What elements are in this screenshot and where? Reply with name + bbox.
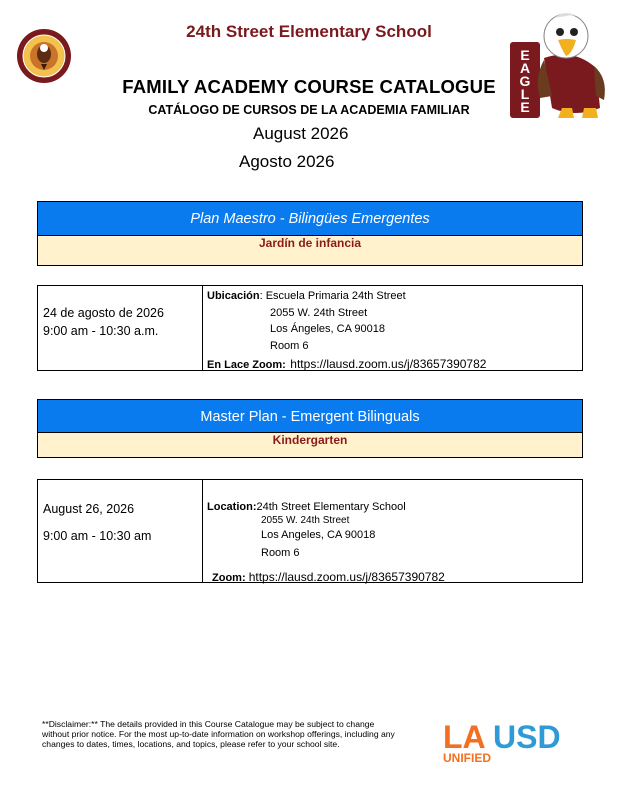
month-spanish: Agosto 2026 xyxy=(239,152,335,171)
spanish-session-time: 9:00 am - 10:30 a.m. xyxy=(43,324,159,338)
english-program-heading: Master Plan - Emergent Bilinguals xyxy=(38,400,582,432)
english-zoom-link[interactable]: https://lausd.zoom.us/j/83657390782 xyxy=(248,570,445,584)
spanish-program-banner xyxy=(37,201,583,266)
english-zoom-label: Zoom xyxy=(212,572,242,584)
english-grade-label: Kindergarten xyxy=(38,432,582,457)
svg-text:L: L xyxy=(520,86,530,102)
svg-text:LA: LA xyxy=(443,719,486,755)
spanish-location-label: Ubicación xyxy=(207,290,260,302)
spanish-room: Room 6 xyxy=(270,340,309,352)
spanish-zoom-link[interactable]: https://lausd.zoom.us/j/83657390782 xyxy=(290,357,487,371)
english-address-line1: 2055 W. 24th Street xyxy=(261,515,350,526)
spanish-address-line1: 2055 W. 24th Street xyxy=(270,307,368,319)
spanish-zoom-label: En Lace Zoom: xyxy=(207,359,286,371)
english-room: Room 6 xyxy=(261,547,300,559)
disclaimer-text: **Disclaimer:** The details provided in this Course Catalogue may be subject to change without prior notice. For the most up-to-date information on workshop offerings, including any changes to dates, times, locations, and topics, please refer to your school site. xyxy=(42,719,395,750)
english-location-label: Location: xyxy=(207,501,257,513)
school-name: 24th Street Elementary School xyxy=(186,22,432,41)
svg-text:A: A xyxy=(519,60,531,76)
english-address-line2: Los Angeles, CA 90018 xyxy=(261,529,376,541)
lausd-logo xyxy=(443,718,583,766)
svg-text:E: E xyxy=(520,99,530,115)
english-session-time: 9:00 am - 10:30 am xyxy=(43,529,152,543)
spanish-session-details: 24 de agosto de 2026 9:00 am - 10:30 a.m. Ubicación: Escuela Primaria 24th Street 2055 W. 24th Street Los Ángeles, CA 90018 Room 6 En Lace Zoom: https://lausd.zoom.us/j/83657390782 xyxy=(37,285,583,371)
svg-text:USD: USD xyxy=(493,719,561,755)
spanish-session-date: 24 de agosto de 2026 xyxy=(43,306,164,320)
svg-text:E: E xyxy=(520,47,530,63)
english-session-details: August 26, 2026 9:00 am - 10:30 am Location:24th Street Elementary School 2055 W. 24th Street Los Angeles, CA 90018 Room 6 Zoom: https://lausd.zoom.us/j/83657390782 xyxy=(37,479,583,583)
spanish-location-name: Escuela Primaria 24th Street xyxy=(265,290,406,302)
english-session-date: August 26, 2026 xyxy=(43,502,135,516)
spanish-address-line2: Los Ángeles, CA 90018 xyxy=(270,323,385,335)
english-location-name: 24th Street Elementary School xyxy=(256,501,406,513)
english-program-banner xyxy=(37,399,583,458)
month-english: August 2026 xyxy=(253,124,349,143)
spanish-program-heading: Plan Maestro - Bilingües Emergentes xyxy=(38,202,582,235)
svg-text:G: G xyxy=(519,73,531,89)
spanish-grade-label: Jardín de infancia xyxy=(38,235,582,265)
catalogue-subtitle-spanish: CATÁLOGO DE CURSOS DE LA ACADEMIA FAMILIAR xyxy=(148,103,470,117)
svg-text:UNIFIED: UNIFIED xyxy=(443,751,491,765)
catalogue-title: FAMILY ACADEMY COURSE CATALOGUE xyxy=(122,76,496,97)
